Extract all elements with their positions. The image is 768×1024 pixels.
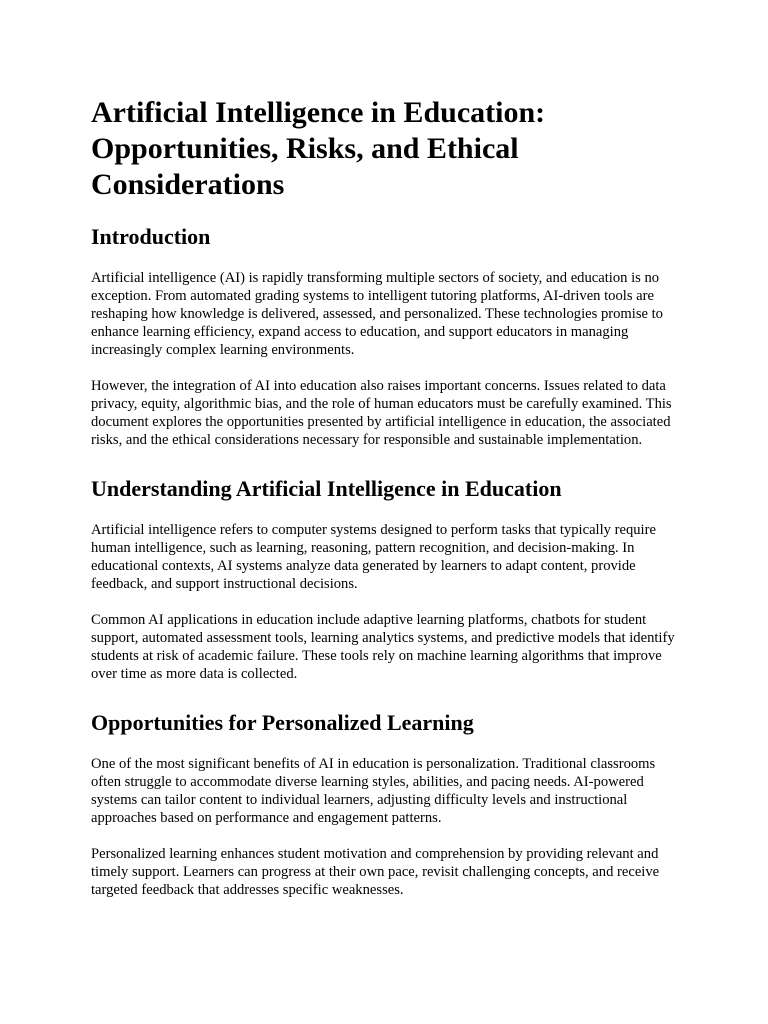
section-understanding-ai xyxy=(91,475,681,683)
section-heading: Understanding Artificial Intelligence in Education xyxy=(91,476,562,501)
section-personalized-learning xyxy=(91,709,681,899)
section-introduction xyxy=(91,223,681,449)
document-page xyxy=(91,95,681,917)
section-heading: Introduction xyxy=(91,224,211,249)
paragraph: Artificial intelligence refers to computer systems designed to perform tasks that typically require human intelligence, such as learning, reasoning, pattern recognition, and decision-making. In educational contexts, AI systems analyze data generated by learners to adapt content, provide feedback, and support instructional decisions. xyxy=(91,522,656,592)
section-heading: Opportunities for Personalized Learning xyxy=(91,710,474,735)
paragraph: However, the integration of AI into education also raises important concerns. Issues related to data privacy, equity, algorithmic bias, and the role of human educators must be carefully examined. This document explores the opportunities presented by artificial intelligence in education, the associated risks, and the ethical considerations necessary for responsible and sustainable implementation. xyxy=(91,378,672,448)
paragraph: Personalized learning enhances student motivation and comprehension by providing relevant and timely support. Learners can progress at their own pace, revisit challenging concepts, and receive targeted feedback that addresses specific weaknesses. xyxy=(91,846,660,898)
document-title: Artificial Intelligence in Education: Opportunities, Risks, and Ethical Considerations xyxy=(91,96,546,201)
paragraph: Artificial intelligence (AI) is rapidly transforming multiple sectors of society, and education is no exception. From automated grading systems to intelligent tutoring platforms, AI-driven tools are reshaping how knowledge is delivered, assessed, and personalized. These technologies promise to enhance learning efficiency, expand access to education, and support educators in managing increasingly complex learning environments. xyxy=(91,270,663,358)
paragraph: Common AI applications in education include adaptive learning platforms, chatbots for student support, automated assessment tools, learning analytics systems, and predictive models that identify students at risk of academic failure. These tools rely on machine learning algorithms that improve over time as more data is collected. xyxy=(91,612,675,682)
paragraph: One of the most significant benefits of AI in education is personalization. Traditional classrooms often struggle to accommodate diverse learning styles, abilities, and pacing needs. AI-powered systems can tailor content to individual learners, adjusting difficulty levels and instructional approaches based on performance and engagement patterns. xyxy=(91,756,656,826)
